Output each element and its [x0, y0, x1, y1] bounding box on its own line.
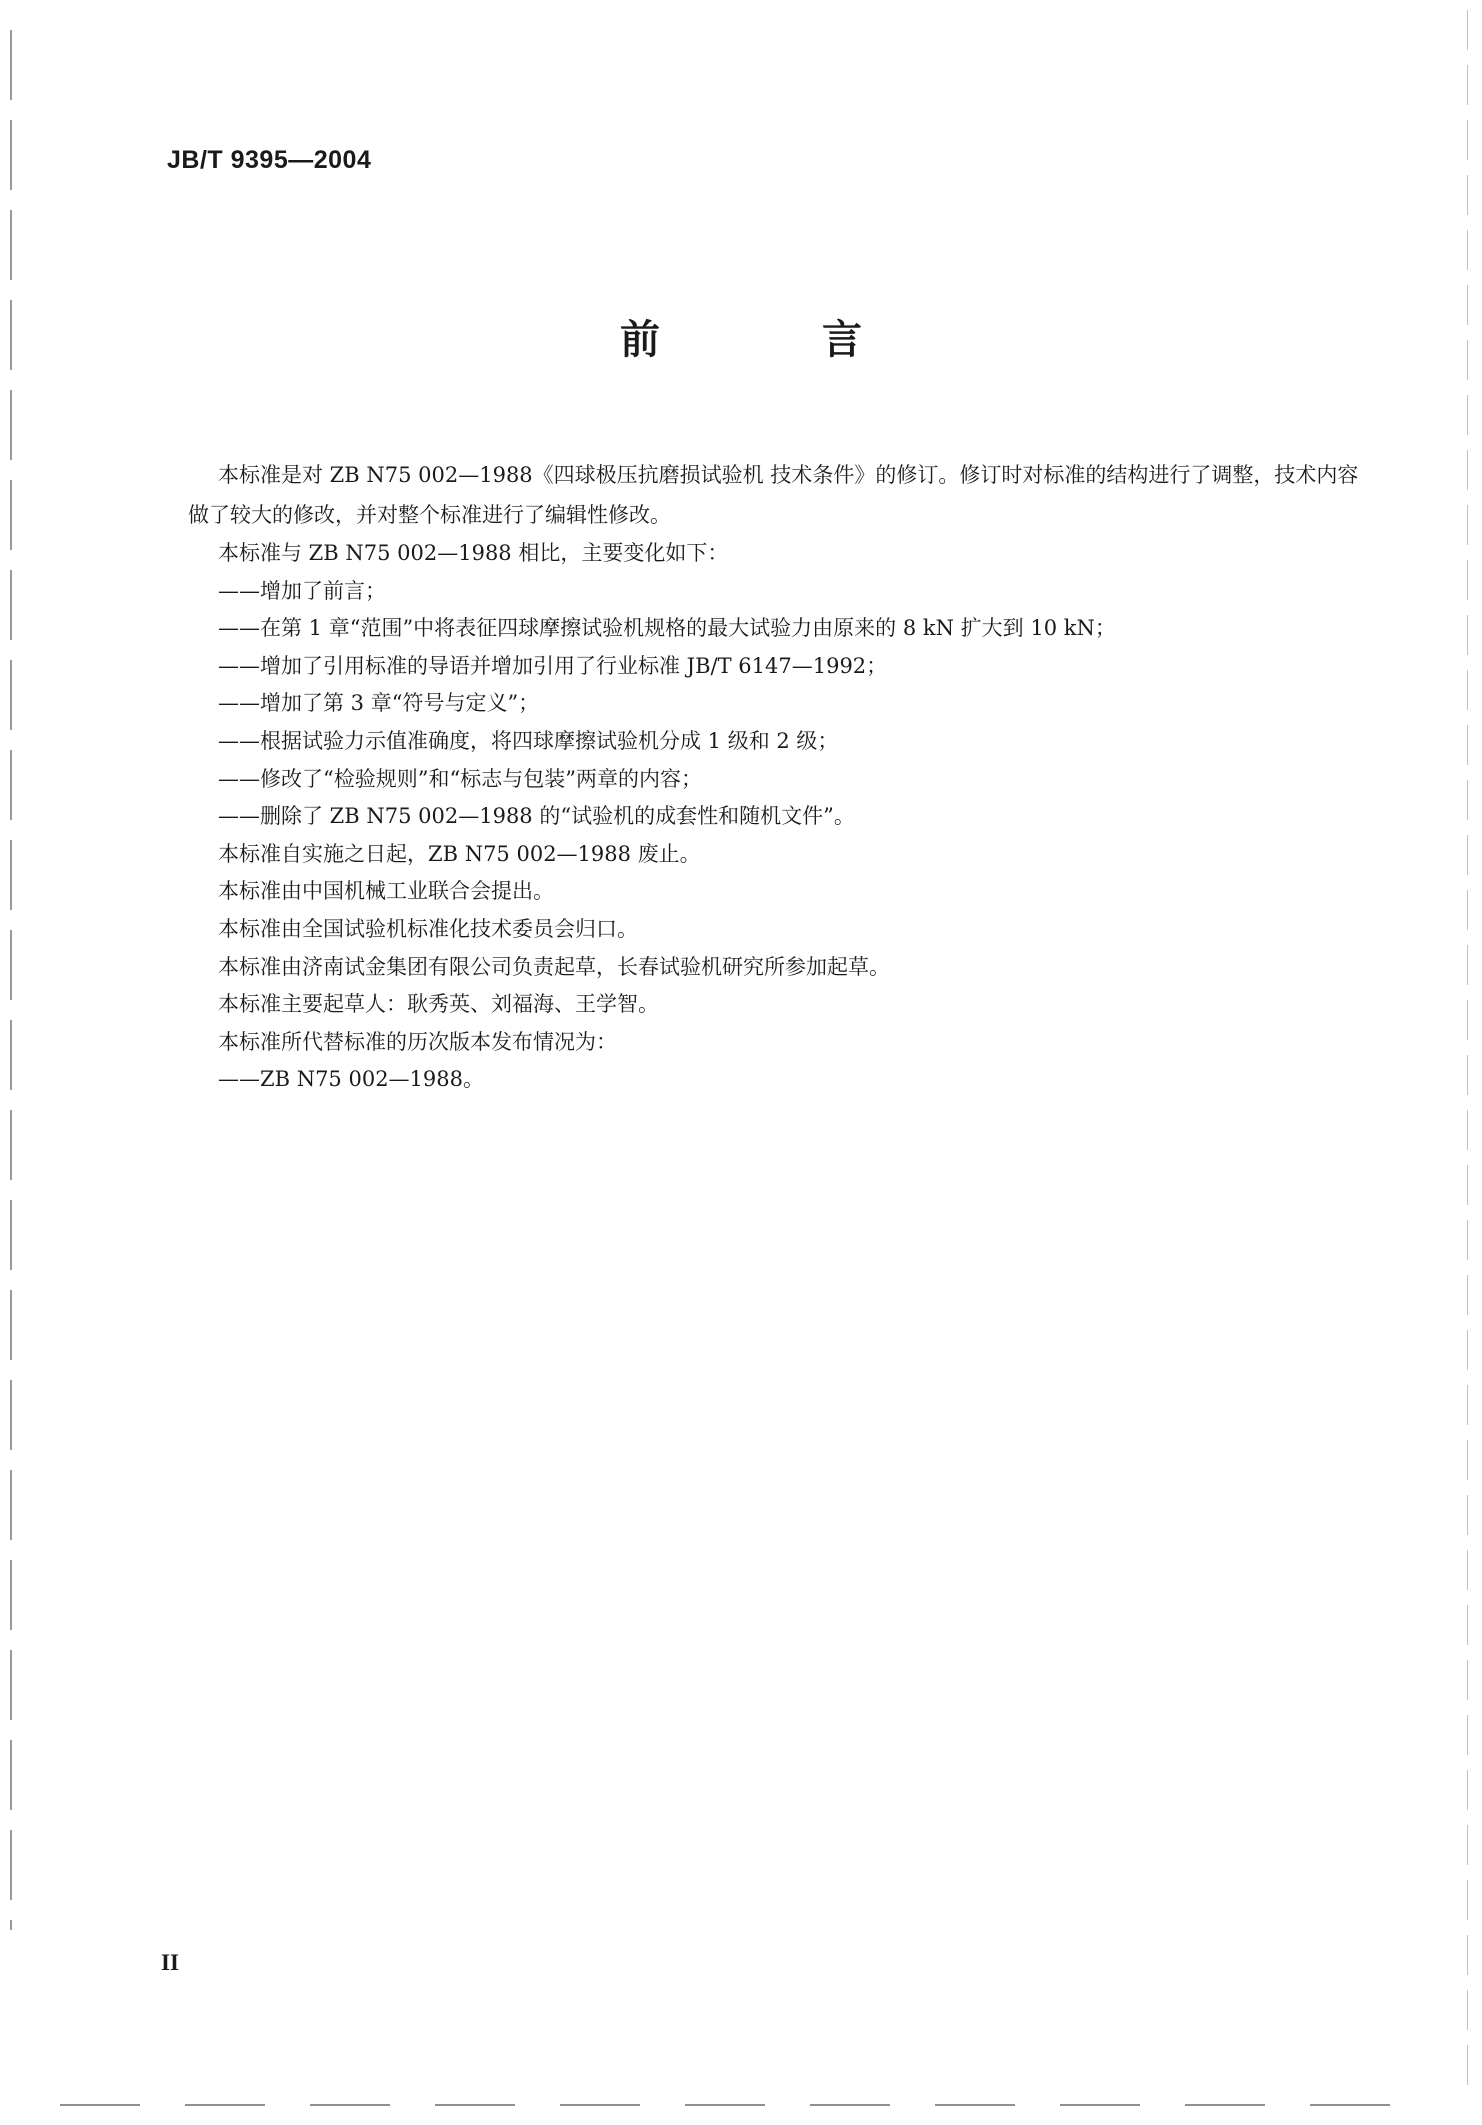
- paragraph-drafters: 本标准主要起草人：耿秀英、刘福海、王学智。: [218, 992, 659, 1017]
- paragraph-drafting-org: 本标准由济南试金集团有限公司负责起草，长春试验机研究所参加起草。: [218, 954, 890, 979]
- paragraph-proposer: 本标准由中国机械工业联合会提出。: [218, 879, 554, 904]
- paragraph-changes-intro: 本标准与 ZB N75 002—1988 相比，主要变化如下：: [218, 541, 729, 565]
- change-item: ——增加了前言；: [218, 578, 386, 603]
- paragraph-supersede: 本标准自实施之日起，ZB N75 002—1988 废止。: [218, 841, 701, 866]
- paragraph-history-intro: 本标准所代替标准的历次版本发布情况为：: [218, 1029, 617, 1054]
- page-number: II: [161, 1950, 179, 1975]
- history-item: ——ZB N75 002—1988。: [218, 1067, 484, 1092]
- page-title: 前 言: [620, 317, 936, 363]
- change-item: ——在第 1 章“范围”中将表征四球摩擦试验机规格的最大试验力由原来的 8 kN 扩大到 10 kN；: [218, 616, 1116, 641]
- change-item: ——根据试验力示值准确度，将四球摩擦试验机分成 1 级和 2 级；: [218, 728, 839, 753]
- scan-bottom-edge: [60, 2104, 1400, 2106]
- standard-code: JB/T 9395—2004: [167, 146, 372, 174]
- change-item: ——增加了第 3 章“符号与定义”；: [218, 691, 540, 716]
- paragraph-committee: 本标准由全国试验机标准化技术委员会归口。: [218, 916, 638, 941]
- change-item: ——删除了 ZB N75 002—1988 的“试验机的成套性和随机文件”。: [218, 804, 855, 829]
- change-item: ——修改了“检验规则”和“标志与包装”两章的内容；: [218, 766, 702, 791]
- foreword-body: [188, 455, 1368, 1099]
- paragraph-revision-note: 本标准是对 ZB N75 002—1988《四球极压抗磨损试验机 技术条件》的修订。修订时对标准的结构进行了调整，技术内容做了较大的修改，并对整个标准进行了编辑性修改。: [188, 463, 1359, 527]
- change-item: ——增加了引用标准的导语并增加引用了行业标准 JB/T 6147—1992；: [218, 653, 888, 678]
